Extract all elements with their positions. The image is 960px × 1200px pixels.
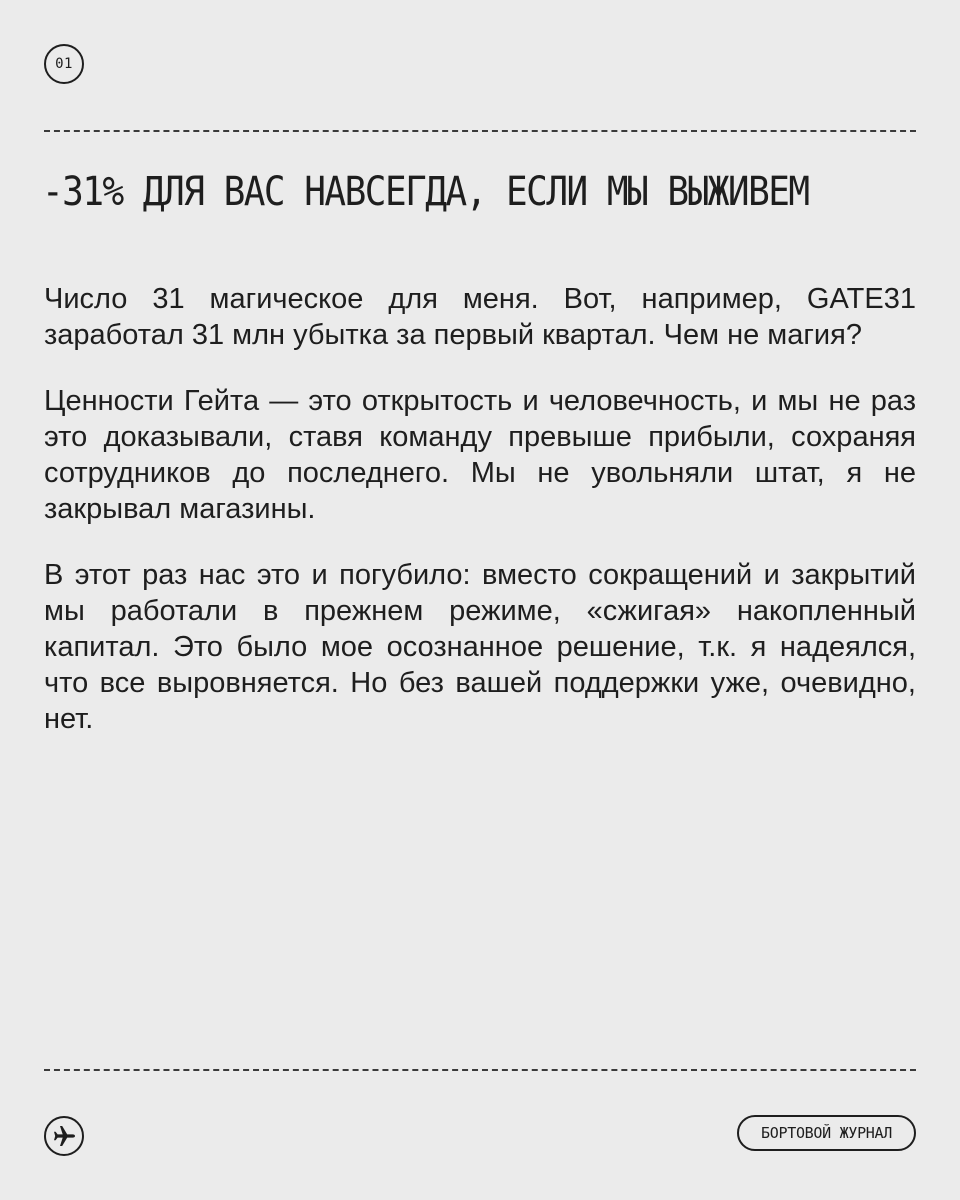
logbook-button[interactable]: БОРТОВОЙ ЖУРНАЛ [737, 1115, 916, 1151]
airplane-icon [44, 1116, 84, 1156]
paragraph-1: Число 31 магическое для меня. Вот, например, GATE31 заработал 31 млн убытка за первый квартал. Чем не магия? [44, 283, 916, 351]
page-number-badge [44, 44, 84, 84]
bottom-divider [44, 1069, 916, 1071]
headline: -31% ДЛЯ ВАС НАВСЕГДА, ЕСЛИ МЫ ВЫЖИВЕМ [42, 169, 809, 216]
page-number: 01 [55, 56, 73, 72]
top-divider [44, 130, 916, 132]
paragraph-2: Ценности Гейта — это открытость и человечность, и мы не раз это доказывали, ставя команду превыше прибыли, сохраняя сотрудников до последнего. Мы не увольняли штат, я не закрывал магазины. [44, 385, 916, 525]
paragraph-3: В этот раз нас это и погубило: вместо сокращений и закрытий мы работали в прежнем режиме, «сжигая» накопленный капитал. Это было мое осознанное решение, т.к. я надеялся, что все выровняется. Но без вашей поддержки уже, очевидно, нет. [44, 559, 916, 735]
article-body [44, 281, 916, 767]
